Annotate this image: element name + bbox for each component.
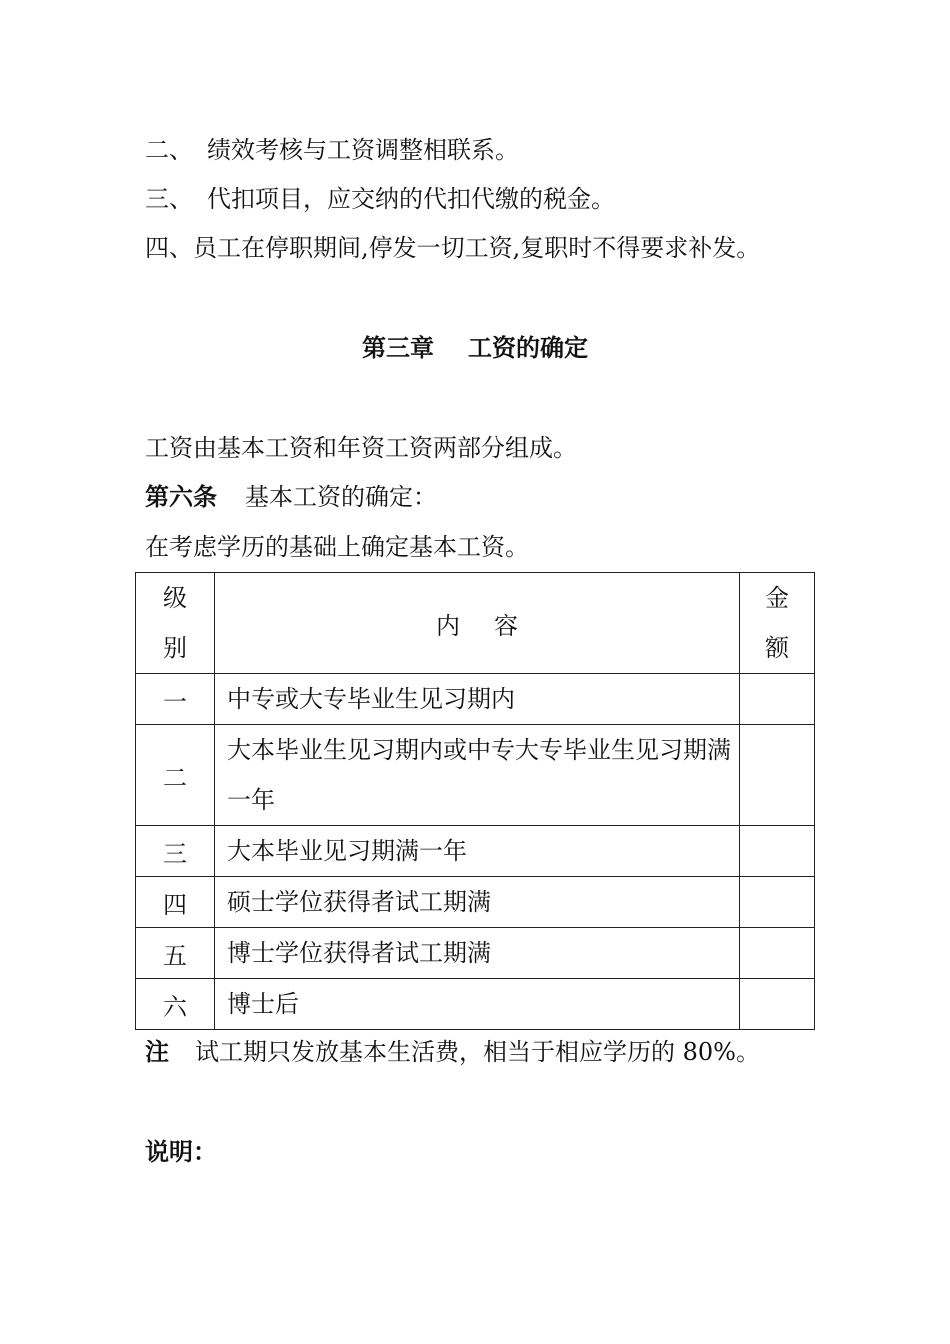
article-label: 第六条 [145, 482, 217, 511]
intro-paragraph: 工资由基本工资和年资工资两部分组成。 [145, 434, 577, 462]
article-description: 在考虑学历的基础上确定基本工资。 [145, 533, 529, 561]
header-level: 级别 [136, 573, 215, 674]
list-item-text: 员工在停职期间,停发一切工资,复职时不得要求补发。 [193, 234, 761, 262]
content-cell: 大本毕业见习期满一年 [215, 826, 740, 877]
level-cell: 三 [136, 826, 215, 877]
list-item-2 [145, 134, 519, 166]
table-note [145, 1036, 760, 1068]
amount-cell [740, 928, 815, 979]
list-item-number: 三、 [145, 185, 193, 213]
table-row [136, 674, 815, 725]
article-heading [145, 481, 437, 513]
list-item-number: 二、 [145, 136, 193, 164]
amount-cell [740, 877, 815, 928]
table-row [136, 725, 815, 826]
content-cell: 博士后 [215, 979, 740, 1030]
chapter-heading [0, 332, 950, 364]
chapter-number: 第三章 [362, 333, 434, 362]
amount-cell [740, 979, 815, 1030]
amount-cell [740, 725, 815, 826]
list-item-4 [145, 232, 760, 264]
content-cell: 硕士学位获得者试工期满 [215, 877, 740, 928]
list-item-text: 绩效考核与工资调整相联系。 [207, 136, 519, 164]
table-row [136, 877, 815, 928]
salary-level-table [135, 572, 815, 1030]
level-cell: 六 [136, 979, 215, 1030]
level-cell: 二 [136, 725, 215, 826]
amount-cell [740, 674, 815, 725]
list-item-number: 四、 [145, 234, 193, 262]
header-content: 内 容 [215, 573, 740, 674]
note-label: 注 [145, 1037, 169, 1066]
amount-cell [740, 826, 815, 877]
chapter-title: 工资的确定 [468, 333, 588, 362]
table-row [136, 826, 815, 877]
header-amount: 金额 [740, 573, 815, 674]
content-cell: 博士学位获得者试工期满 [215, 928, 740, 979]
level-cell: 一 [136, 674, 215, 725]
article-title: 基本工资的确定： [245, 483, 437, 511]
explanation-heading: 说明： [145, 1137, 217, 1166]
content-cell: 大本毕业生见习期内或中专大专毕业生见习期满一年 [215, 725, 740, 826]
list-item-text: 代扣项目，应交纳的代扣代缴的税金。 [207, 185, 615, 213]
table-row [136, 928, 815, 979]
content-cell: 中专或大专毕业生见习期内 [215, 674, 740, 725]
note-text: 试工期只发放基本生活费，相当于相应学历的 80%。 [195, 1038, 760, 1066]
table-row [136, 979, 815, 1030]
level-cell: 四 [136, 877, 215, 928]
level-cell: 五 [136, 928, 215, 979]
table-header-row [136, 573, 815, 674]
list-item-3 [145, 183, 615, 215]
